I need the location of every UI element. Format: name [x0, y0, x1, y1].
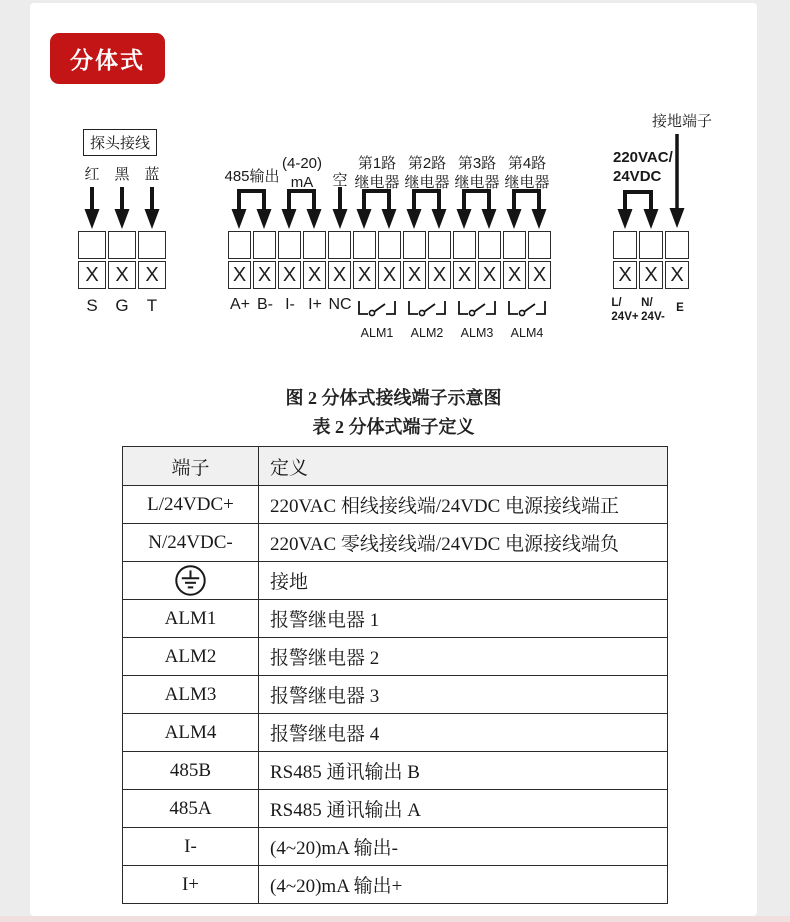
- wire-label-black: 黑: [114, 166, 130, 183]
- definition-cell-text: 接地: [259, 562, 668, 600]
- probe-terminal-strip: [78, 231, 166, 289]
- alarm-label-alm2: ALM2: [410, 326, 444, 340]
- definition-cell-text: 报警继电器 1: [259, 600, 668, 638]
- bracket-arrow-icon: [456, 185, 497, 231]
- probe-wiring-title: 探头接线: [83, 129, 157, 156]
- table-header-row: [123, 447, 668, 486]
- table-row: [123, 600, 668, 638]
- terminal-cell: X: [108, 231, 136, 289]
- definition-cell-text: (4~20)mA 输出+: [259, 866, 668, 904]
- terminal-cell: X: [528, 231, 551, 289]
- terminal-cell: X: [613, 231, 637, 289]
- content-card: [30, 3, 757, 916]
- relay-contact-icon: [405, 299, 449, 321]
- alarm-label-alm4: ALM4: [510, 326, 544, 340]
- terminal-label-nc: NC: [328, 296, 352, 313]
- terminal-cell-text: I-: [123, 828, 259, 866]
- table-caption: 表 2 分体式端子定义: [312, 417, 475, 437]
- group-label-nc-empty: 空: [332, 172, 348, 189]
- terminal-cell-text: ALM4: [123, 714, 259, 752]
- terminal-cell-text: 485A: [123, 790, 259, 828]
- terminal-label-s: S: [86, 296, 98, 315]
- bracket-arrow-icon: [356, 185, 397, 231]
- terminal-cell-text: ALM1: [123, 600, 259, 638]
- terminal-label-b-minus: B-: [257, 296, 273, 313]
- terminal-cell: X: [303, 231, 326, 289]
- terminal-cell-text: I+: [123, 866, 259, 904]
- terminal-label-t: T: [146, 296, 158, 315]
- definition-cell-text: 报警继电器 3: [259, 676, 668, 714]
- terminal-label-i-minus: I-: [285, 296, 295, 313]
- group-label-relay-3: 第3路 继电器: [454, 155, 500, 191]
- terminal-label-l-24v-plus: L/ 24V+: [611, 297, 639, 323]
- terminal-cell-text: 485B: [123, 752, 259, 790]
- table-row: [123, 828, 668, 866]
- definition-cell-text: 报警继电器 2: [259, 638, 668, 676]
- supply-voltage-label: 220VAC/ 24VDC: [613, 149, 673, 185]
- down-arrow-icon: [84, 185, 100, 231]
- group-label-relay-4: 第4路 继电器: [504, 155, 550, 191]
- down-arrow-icon: [332, 185, 348, 231]
- section-badge: 分体式: [50, 33, 165, 84]
- page-bottom-strip: [0, 916, 790, 922]
- bracket-arrow-icon: [281, 185, 322, 231]
- terminal-cell: X: [428, 231, 451, 289]
- terminal-cell: X: [378, 231, 401, 289]
- table-row: [123, 486, 668, 524]
- down-arrow-icon: [144, 185, 160, 231]
- group-label-485-output: 485输出: [224, 168, 280, 185]
- definition-cell-text: 报警继电器 4: [259, 714, 668, 752]
- terminal-cell-text: ALM2: [123, 638, 259, 676]
- group-label-relay-1: 第1路 继电器: [354, 155, 400, 191]
- terminal-cell-ground: [123, 562, 259, 600]
- terminal-cell: X: [138, 231, 166, 289]
- alarm-label-alm3: ALM3: [460, 326, 494, 340]
- terminal-cell: X: [328, 231, 351, 289]
- definition-cell-text: RS485 通讯输出 A: [259, 790, 668, 828]
- ground-terminal-label: 接地端子: [651, 113, 713, 130]
- terminal-cell: X: [639, 231, 663, 289]
- group-label-relay-2: 第2路 继电器: [404, 155, 450, 191]
- terminal-label-e: E: [676, 302, 684, 314]
- power-terminal-strip: [613, 231, 689, 289]
- terminal-cell: X: [353, 231, 376, 289]
- bracket-arrow-icon: [406, 185, 447, 231]
- definition-cell-text: (4~20)mA 输出-: [259, 828, 668, 866]
- relay-contact-icon: [355, 299, 399, 321]
- bracket-arrow-icon: [617, 188, 659, 231]
- terminal-cell-text: N/24VDC-: [123, 524, 259, 562]
- terminal-cell: X: [403, 231, 426, 289]
- table-row: [123, 676, 668, 714]
- definition-cell-text: 220VAC 零线接线端/24VDC 电源接线端负: [259, 524, 668, 562]
- terminal-definition-table: [122, 446, 668, 904]
- down-arrow-icon: [114, 185, 130, 231]
- group-label-4-20ma: (4-20) mA: [281, 155, 323, 191]
- table-row: [123, 714, 668, 752]
- bracket-arrow-icon: [231, 185, 272, 231]
- wire-label-blue: 蓝: [144, 166, 160, 183]
- main-terminal-strip: [228, 231, 551, 289]
- terminal-cell: X: [278, 231, 301, 289]
- header-terminal: 端子: [123, 447, 259, 486]
- bracket-arrow-icon: [506, 185, 547, 231]
- terminal-label-g: G: [115, 296, 129, 315]
- table-row: [123, 562, 668, 600]
- terminal-cell: X: [453, 231, 476, 289]
- table-row: [123, 866, 668, 904]
- relay-contact-icon: [505, 299, 549, 321]
- terminal-cell: X: [665, 231, 689, 289]
- ground-down-arrow-icon: [669, 134, 685, 230]
- table-row: [123, 638, 668, 676]
- wiring-diagram: [30, 108, 757, 358]
- table-row: [123, 790, 668, 828]
- relay-contact-icon: [455, 299, 499, 321]
- definition-cell-text: RS485 通讯输出 B: [259, 752, 668, 790]
- terminal-cell: X: [78, 231, 106, 289]
- terminal-label-n-24v-minus: N/ 24V-: [641, 297, 665, 323]
- terminal-label-i-plus: I+: [308, 296, 322, 313]
- figure-caption: 图 2 分体式接线端子示意图: [285, 388, 502, 408]
- table-row: [123, 524, 668, 562]
- terminal-cell: X: [503, 231, 526, 289]
- terminal-cell: X: [228, 231, 251, 289]
- terminal-cell-text: ALM3: [123, 676, 259, 714]
- terminal-cell: X: [478, 231, 501, 289]
- terminal-cell-text: L/24VDC+: [123, 486, 259, 524]
- table-row: [123, 752, 668, 790]
- earth-ground-icon: [174, 564, 207, 597]
- terminal-cell: X: [253, 231, 276, 289]
- terminal-label-a-plus: A+: [229, 296, 251, 313]
- wire-label-red: 红: [84, 166, 100, 183]
- header-definition: 定义: [259, 447, 668, 486]
- definition-cell-text: 220VAC 相线接线端/24VDC 电源接线端正: [259, 486, 668, 524]
- alarm-label-alm1: ALM1: [360, 326, 394, 340]
